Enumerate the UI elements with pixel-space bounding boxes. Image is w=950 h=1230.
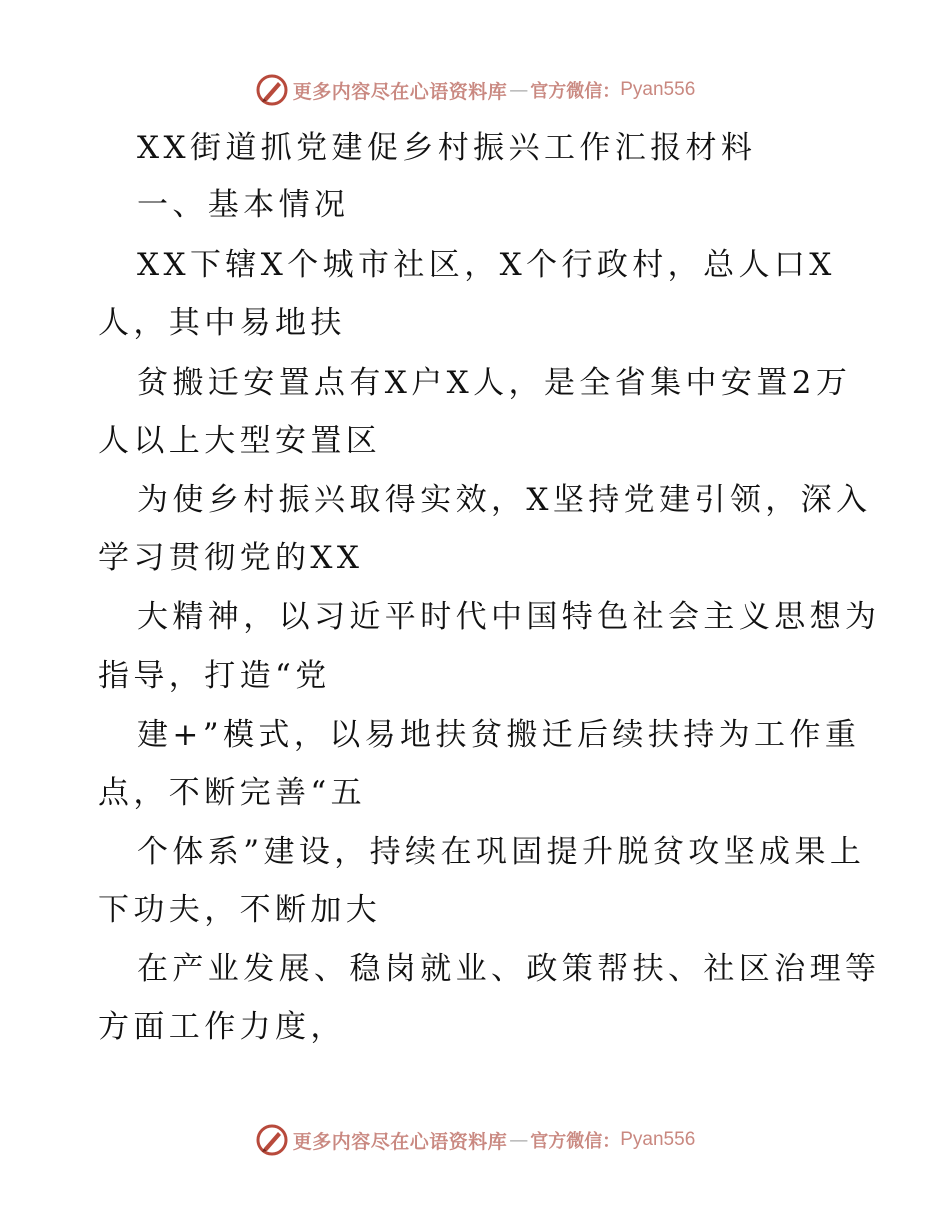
pen-logo-icon [255,1123,289,1157]
paragraph-line: 方面工作力度， [98,1009,346,1045]
watermark-site-text: 更多内容尽在心语资料库 [292,1130,508,1153]
watermark-wechat-label: 官方微信： [530,1131,621,1152]
watermark-wechat-id: Pyan556 [620,1129,696,1150]
paragraph-line: 人以上大型安置区 [98,423,382,459]
paragraph-line: 下功夫，不断加大 [98,892,382,928]
document-title: XX街道抓党建促乡村振兴工作汇报材料 [137,130,757,166]
paragraph-line: XX下辖X个城市社区，X个行政村，总人口X [137,247,836,283]
paragraph-line: 人，其中易地扶 [98,305,346,341]
watermark-separator: — [509,1129,529,1151]
pen-logo-icon [255,73,289,107]
paragraph-line: 学习贯彻党的XX [98,540,364,576]
paragraph-line: 为使乡村振兴取得实效，X坚持党建引领，深入 [137,482,872,518]
paragraph-line: 在产业发展、稳岗就业、政策帮扶、社区治理等 [137,951,881,987]
paragraph-line: 建+”模式，以易地扶贫搬迁后续扶持为工作重 [137,717,861,753]
paragraph-line: 个体系”建设，持续在巩固提升脱贫攻坚成果上 [137,834,866,870]
watermark-separator: — [509,79,529,101]
paragraph-line: 大精神，以习近平时代中国特色社会主义思想为 [137,599,881,635]
footer-watermark [0,1120,950,1160]
watermark-site-text: 更多内容尽在心语资料库 [292,80,508,103]
paragraph-line: 贫搬迁安置点有X户X人，是全省集中安置2万 [137,365,852,401]
watermark-wechat-label: 官方微信： [530,81,621,102]
header-watermark [0,70,950,110]
paragraph-line: 点，不断完善“五 [98,775,367,811]
section-heading: 一、基本情况 [137,187,350,223]
paragraph-line: 指导，打造“党 [98,658,331,694]
watermark-wechat-id: Pyan556 [620,79,696,100]
